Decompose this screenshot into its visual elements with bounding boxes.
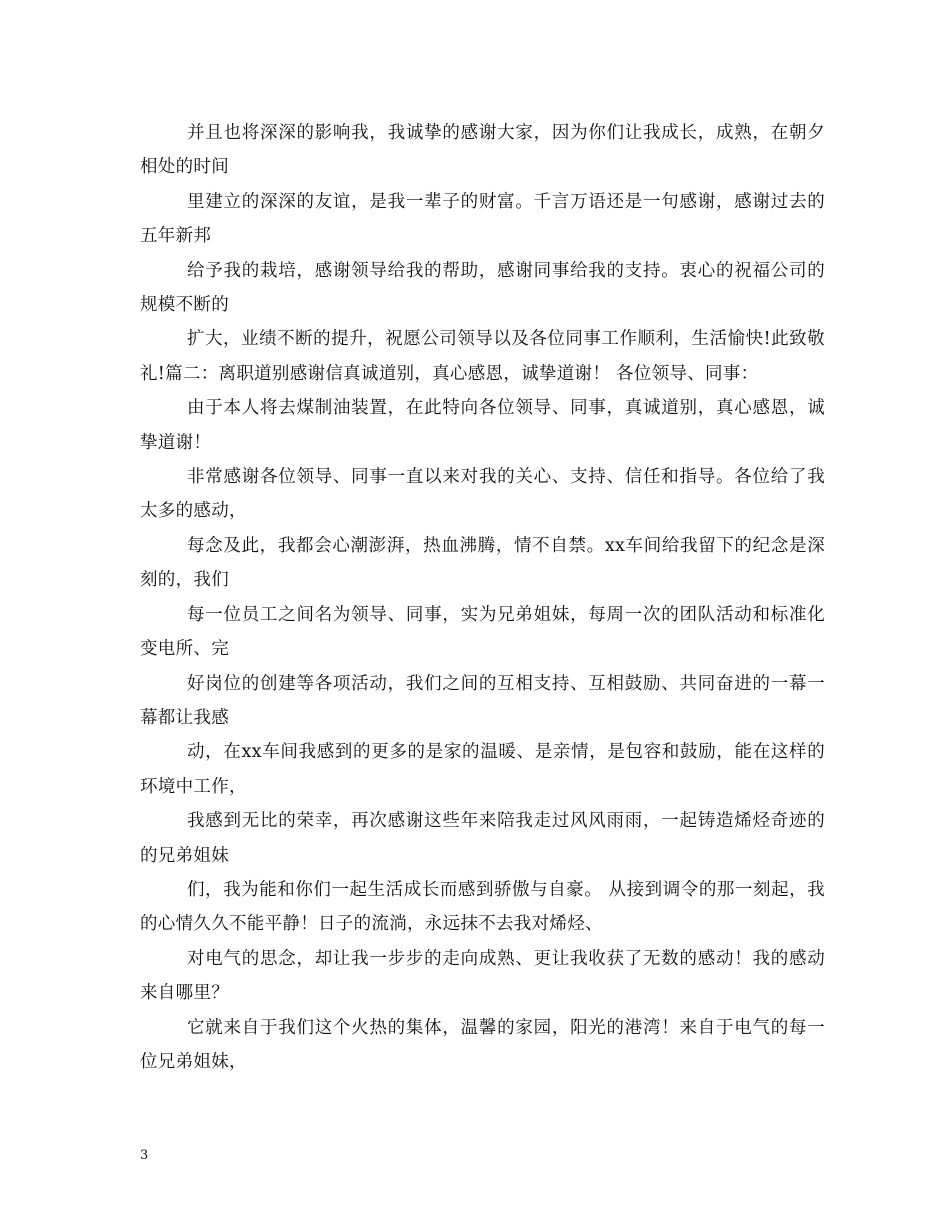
paragraph: 每念及此，我都会心潮澎湃，热血沸腾，情不自禁。xx车间给我留下的纪念是深刻的，我们 <box>140 535 825 591</box>
body-text <box>140 116 825 1079</box>
paragraph: 好岗位的创建等各项活动，我们之间的互相支持、互相鼓励、共同奋进的一幕一幕都让我感 <box>140 673 825 728</box>
page-number: 3 <box>140 1148 149 1163</box>
paragraph: 里建立的深深的友谊，是我一辈子的财富。千言万语还是一句感谢，感谢过去的五年新邦 <box>140 191 825 247</box>
paragraph: 对电气的思念，却让我一步步的走向成熟、更让我收获了无数的感动！我的感动来自哪里？ <box>140 948 825 1004</box>
paragraph: 非常感谢各位领导、同事一直以来对我的关心、支持、信任和指导。各位给了我太多的感动， <box>140 467 825 522</box>
paragraph: 们，我为能和你们一起生活成长而感到骄傲与自豪。 从接到调令的那一刻起，我的心情久久不能平静！日子的流淌，永远抹不去我对烯烃、 <box>140 879 825 935</box>
paragraph: 我感到无比的荣幸，再次感谢这些年来陪我走过风风雨雨，一起铸造烯烃奇迹的的兄弟姐妹 <box>140 811 825 866</box>
paragraph: 由于本人将去煤制油装置，在此特向各位领导、同事，真诚道别，真心感恩，诚挚道谢！ <box>140 398 825 453</box>
paragraph: 它就来自于我们这个火热的集体，温馨的家园，阳光的港湾！来自于电气的每一位兄弟姐妹， <box>140 1017 825 1072</box>
paragraph: 并且也将深深的影响我，我诚挚的感谢大家，因为你们让我成长，成熟，在朝夕相处的时间 <box>140 123 825 178</box>
paragraph: 给予我的栽培，感谢领导给我的帮助，感谢同事给我的支持。衷心的祝福公司的规模不断的 <box>140 260 825 316</box>
paragraph: 动，在xx车间我感到的更多的是家的温暖、是亲情，是包容和鼓励，能在这样的环境中工作， <box>140 742 825 797</box>
paragraph: 扩大，业绩不断的提升，祝愿公司领导以及各位同事工作顺利，生活愉快!此致敬礼!篇二：离职道别感谢信真诚道别，真心感恩，诚挚道谢！ 各位领导、同事： <box>140 329 825 384</box>
paragraph: 每一位员工之间名为领导、同事，实为兄弟姐妹，每周一次的团队活动和标准化变电所、完 <box>140 604 825 660</box>
